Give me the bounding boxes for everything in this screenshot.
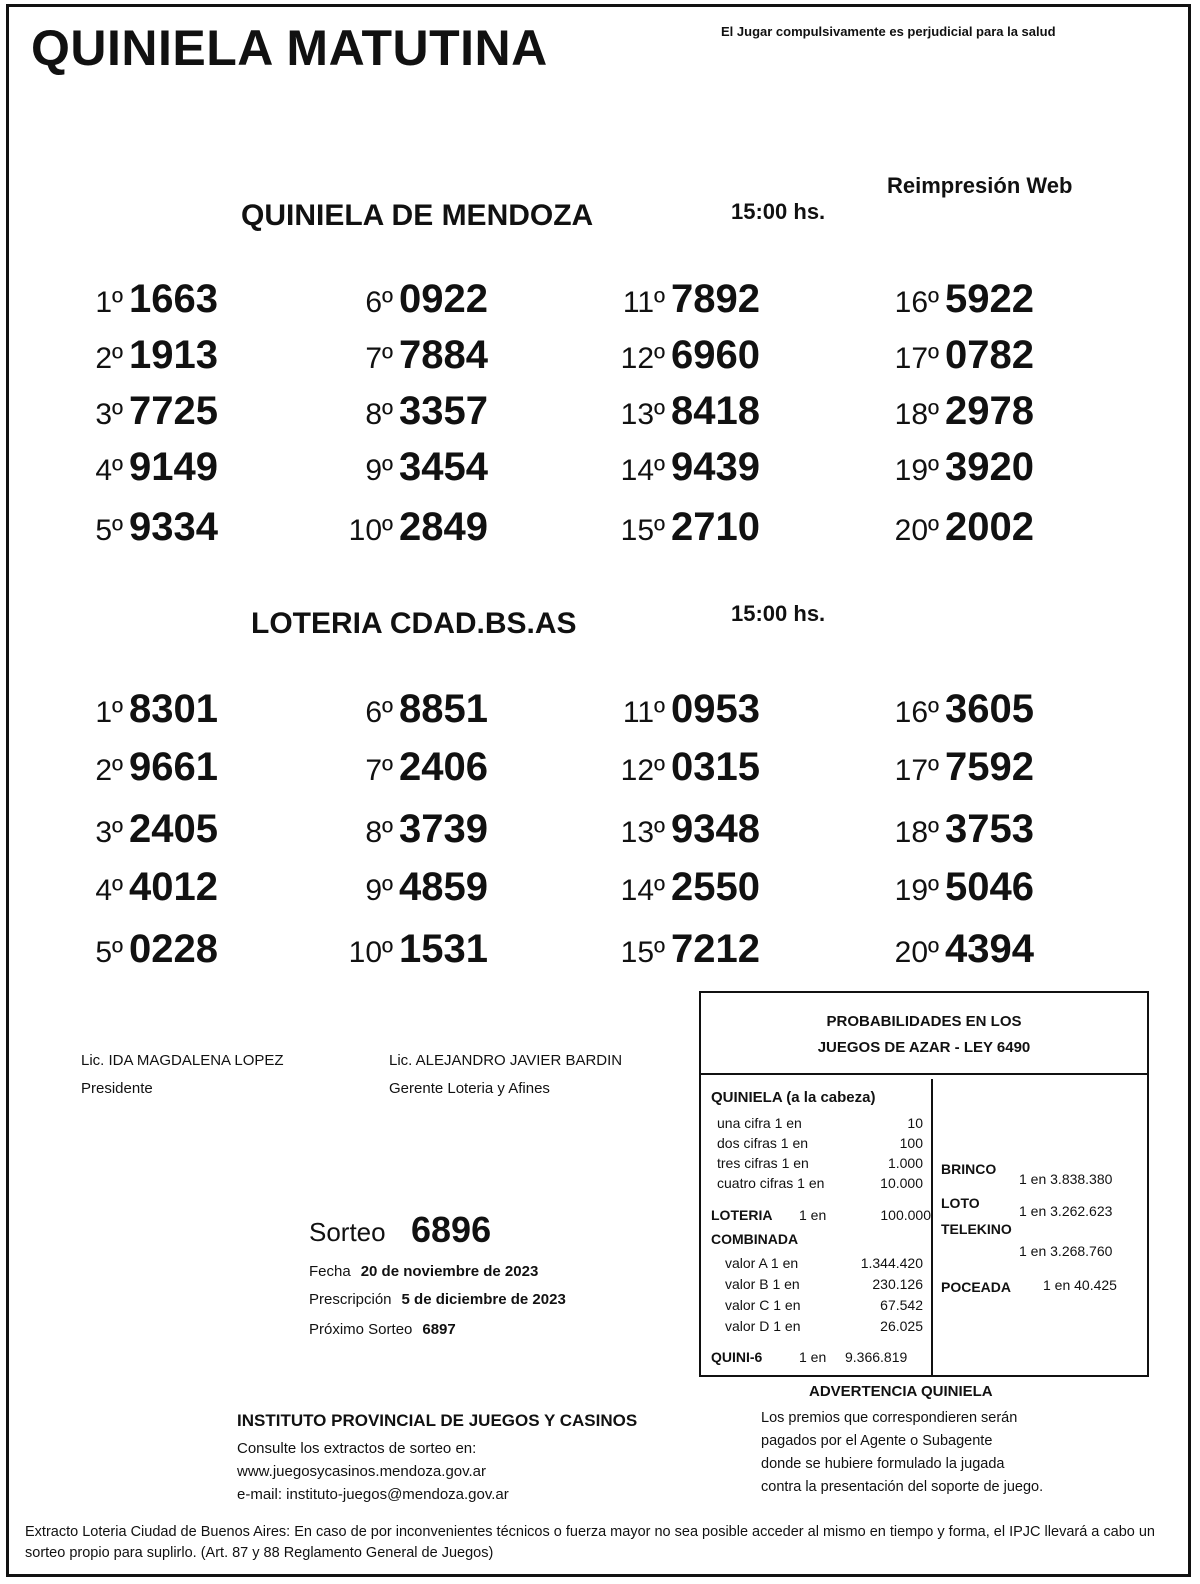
result-position: 3º xyxy=(95,816,123,849)
next-draw-value: 6897 xyxy=(422,1321,456,1338)
result-number: 3605 xyxy=(945,687,1034,731)
prob-row-label: valor A 1 en xyxy=(725,1255,799,1271)
sorteo-label: Sorteo xyxy=(309,1217,386,1247)
document-page xyxy=(6,4,1191,1577)
signature-manager xyxy=(389,1047,622,1103)
result-entry xyxy=(79,277,218,322)
brinco-prob-label: BRINCO xyxy=(941,1161,997,1177)
prob-row-label: valor C 1 en xyxy=(725,1297,801,1313)
result-entry xyxy=(331,687,488,732)
signature-role: Gerente Loteria y Afines xyxy=(389,1080,550,1097)
prob-row-label: una cifra 1 en xyxy=(717,1115,802,1131)
result-entry xyxy=(331,865,488,910)
institute-name: INSTITUTO PROVINCIAL DE JUEGOS Y CASINOS xyxy=(237,1411,638,1430)
loto-prob-label: LOTO xyxy=(941,1195,980,1211)
telekino-prob-label: TELEKINO xyxy=(941,1221,1012,1237)
result-position: 20º xyxy=(894,936,939,969)
reprint-label: Reimpresión Web xyxy=(887,173,1073,198)
result-number: 0953 xyxy=(671,687,760,731)
prob-row-value: 100 xyxy=(899,1135,923,1151)
result-position: 7º xyxy=(365,754,393,787)
result-position: 9º xyxy=(365,874,393,907)
quini6-prob-value: 9.366.819 xyxy=(845,1349,908,1365)
result-position: 7º xyxy=(365,342,393,375)
result-position: 10º xyxy=(348,514,393,547)
next-draw-label: Próximo Sorteo xyxy=(309,1321,413,1338)
result-number: 2550 xyxy=(671,865,760,909)
loteria-prob-en: 1 en xyxy=(799,1207,827,1223)
result-number: 2978 xyxy=(945,389,1034,433)
result-number: 7884 xyxy=(399,333,488,377)
result-number: 1663 xyxy=(129,277,218,321)
prob-row-value: 10 xyxy=(907,1115,923,1131)
draw-date-label: Fecha xyxy=(309,1263,351,1280)
section-time-loteria: 15:00 hs. xyxy=(731,601,826,626)
result-number: 1913 xyxy=(129,333,218,377)
signature-name: Lic. ALEJANDRO JAVIER BARDIN xyxy=(389,1052,623,1069)
result-entry xyxy=(877,277,1034,322)
signature-president xyxy=(81,1047,284,1103)
footer-note: Extracto Loteria Ciudad de Buenos Aires: En caso de por inconvenientes técnicos o fuerza mayor no sea posible acceder al mismo en tiempo y forma, el IPJC llevará a cabo un sorteo propio para suplirlo. (Art. 87 y 88 Reglamento General de Juegos) xyxy=(25,1524,1155,1561)
result-entry xyxy=(603,927,760,972)
result-position: 4º xyxy=(95,874,123,907)
result-number: 2405 xyxy=(129,807,218,851)
result-entry xyxy=(331,333,488,378)
result-entry xyxy=(877,745,1034,790)
result-position: 14º xyxy=(620,454,665,487)
section-title-mendoza: QUINIELA DE MENDOZA xyxy=(241,199,594,232)
result-entry xyxy=(603,807,760,852)
result-entry xyxy=(331,745,488,790)
result-number: 7592 xyxy=(945,745,1034,789)
institute-line: Consulte los extractos de sorteo en: xyxy=(237,1440,477,1457)
quini6-prob-en: 1 en xyxy=(799,1349,827,1365)
result-position: 19º xyxy=(894,874,939,907)
probabilities-header-line: PROBABILIDADES EN LOS xyxy=(826,1013,1022,1030)
result-position: 4º xyxy=(95,454,123,487)
result-position: 12º xyxy=(620,754,665,787)
result-entry xyxy=(79,505,218,550)
probabilities-header-line: JUEGOS DE AZAR - LEY 6490 xyxy=(817,1039,1031,1056)
result-entry xyxy=(603,687,760,732)
prescription-date xyxy=(309,1291,566,1308)
result-entry xyxy=(79,807,218,852)
draw-date-value: 20 de noviembre de 2023 xyxy=(360,1263,539,1280)
result-position: 14º xyxy=(620,874,665,907)
probabilities-header xyxy=(701,993,1147,1075)
section-title-loteria: LOTERIA CDAD.BS.AS xyxy=(251,607,577,640)
result-position: 1º xyxy=(95,286,123,319)
result-entry xyxy=(603,505,760,550)
result-entry xyxy=(877,445,1034,490)
result-number: 4012 xyxy=(129,865,218,909)
result-entry xyxy=(331,389,488,434)
result-position: 15º xyxy=(620,514,665,547)
result-number: 8418 xyxy=(671,389,760,433)
result-entry xyxy=(331,927,488,972)
result-number: 0782 xyxy=(945,333,1034,377)
sorteo-number: 6896 xyxy=(411,1209,492,1250)
poceada-prob-label: POCEADA xyxy=(941,1279,1012,1295)
poceada-prob-value: 1 en 40.425 xyxy=(1043,1277,1117,1293)
result-entry xyxy=(331,505,488,550)
result-position: 12º xyxy=(620,342,665,375)
result-position: 8º xyxy=(365,398,393,431)
result-number: 7725 xyxy=(129,389,218,433)
signature-role: Presidente xyxy=(81,1080,153,1097)
result-position: 18º xyxy=(894,816,939,849)
result-number: 4859 xyxy=(399,865,488,909)
result-number: 3753 xyxy=(945,807,1034,851)
result-entry xyxy=(79,745,218,790)
result-position: 15º xyxy=(620,936,665,969)
result-entry xyxy=(877,389,1034,434)
advertencia-line: Los premios que correspondieren serán xyxy=(761,1410,1018,1426)
result-position: 13º xyxy=(620,398,665,431)
result-number: 0228 xyxy=(129,927,218,971)
health-warning: El Jugar compulsivamente es perjudicial para la salud xyxy=(721,24,1056,39)
prob-row-value: 1.000 xyxy=(887,1155,923,1171)
institute-website-link[interactable]: www.juegosycasinos.mendoza.gov.ar xyxy=(237,1463,487,1480)
result-entry xyxy=(877,807,1034,852)
advertencia-title: ADVERTENCIA QUINIELA xyxy=(809,1383,993,1400)
institute-contact xyxy=(237,1437,509,1506)
prob-row-value: 1.344.420 xyxy=(860,1255,923,1271)
result-number: 2406 xyxy=(399,745,488,789)
result-number: 8301 xyxy=(129,687,218,731)
result-number: 4394 xyxy=(945,927,1034,971)
result-entry xyxy=(331,277,488,322)
result-number: 0922 xyxy=(399,277,488,321)
probabilities-box xyxy=(699,991,1149,1377)
result-position: 6º xyxy=(365,696,393,729)
result-position: 20º xyxy=(894,514,939,547)
next-draw xyxy=(309,1321,456,1338)
result-number: 3739 xyxy=(399,807,488,851)
result-position: 3º xyxy=(95,398,123,431)
result-entry xyxy=(79,687,218,732)
result-entry xyxy=(79,389,218,434)
result-entry xyxy=(79,927,218,972)
page-title: QUINIELA MATUTINA xyxy=(31,20,548,76)
prescription-label: Prescripción xyxy=(309,1291,392,1308)
result-entry xyxy=(877,505,1034,550)
result-number: 8851 xyxy=(399,687,488,731)
probabilities-divider xyxy=(931,1079,933,1375)
result-number: 2849 xyxy=(399,505,488,549)
prescription-value: 5 de diciembre de 2023 xyxy=(401,1291,566,1308)
result-number: 9149 xyxy=(129,445,218,489)
result-entry xyxy=(603,277,760,322)
loteria-prob-label: LOTERIA xyxy=(711,1207,773,1223)
result-entry xyxy=(603,389,760,434)
result-position: 19º xyxy=(894,454,939,487)
result-entry xyxy=(79,333,218,378)
result-entry xyxy=(877,333,1034,378)
prob-row-label: tres cifras 1 en xyxy=(717,1155,809,1171)
loteria-prob-value: 100.000 xyxy=(880,1207,931,1223)
result-position: 13º xyxy=(620,816,665,849)
result-number: 7212 xyxy=(671,927,760,971)
loto-prob-value: 1 en 3.262.623 xyxy=(1019,1203,1113,1219)
advertencia-line: donde se hubiere formulado la jugada xyxy=(761,1456,1005,1472)
result-position: 16º xyxy=(894,286,939,319)
advertencia-text xyxy=(761,1407,1043,1499)
prob-row-label: valor B 1 en xyxy=(725,1276,800,1292)
result-entry xyxy=(331,807,488,852)
result-number: 9348 xyxy=(671,807,760,851)
result-position: 8º xyxy=(365,816,393,849)
result-position: 9º xyxy=(365,454,393,487)
result-entry xyxy=(877,687,1034,732)
result-number: 1531 xyxy=(399,927,488,971)
result-position: 5º xyxy=(95,936,123,969)
result-entry xyxy=(603,865,760,910)
result-number: 3454 xyxy=(399,445,488,489)
result-position: 5º xyxy=(95,514,123,547)
result-number: 9334 xyxy=(129,505,218,549)
result-entry xyxy=(877,927,1034,972)
result-number: 2710 xyxy=(671,505,760,549)
result-number: 5046 xyxy=(945,865,1034,909)
advertencia-line: pagados por el Agente o Subagente xyxy=(761,1433,993,1449)
result-position: 6º xyxy=(365,286,393,319)
result-number: 6960 xyxy=(671,333,760,377)
result-entry xyxy=(331,445,488,490)
brinco-prob-value: 1 en 3.838.380 xyxy=(1019,1171,1113,1187)
result-position: 2º xyxy=(95,754,123,787)
result-number: 0315 xyxy=(671,745,760,789)
result-position: 2º xyxy=(95,342,123,375)
draw-date xyxy=(309,1263,538,1280)
result-number: 9439 xyxy=(671,445,760,489)
signature-name: Lic. IDA MAGDALENA LOPEZ xyxy=(81,1052,284,1069)
result-number: 2002 xyxy=(945,505,1034,549)
result-position: 17º xyxy=(894,342,939,375)
result-number: 3920 xyxy=(945,445,1034,489)
prob-row-value: 10.000 xyxy=(880,1175,923,1191)
result-position: 11º xyxy=(622,696,665,729)
advertencia-line: contra la presentación del soporte de juego. xyxy=(761,1479,1044,1495)
result-position: 18º xyxy=(894,398,939,431)
result-entry xyxy=(603,333,760,378)
quiniela-prob-title: QUINIELA (a la cabeza) xyxy=(711,1089,876,1106)
section-time-mendoza: 15:00 hs. xyxy=(731,199,826,224)
result-number: 7892 xyxy=(671,277,760,321)
result-entry xyxy=(603,745,760,790)
prob-row-label: dos cifras 1 en xyxy=(717,1135,809,1151)
result-position: 11º xyxy=(622,286,665,319)
result-entry xyxy=(877,865,1034,910)
institute-email-link[interactable]: e-mail: instituto-juegos@mendoza.gov.ar xyxy=(237,1486,509,1503)
result-entry xyxy=(79,865,218,910)
result-number: 3357 xyxy=(399,389,488,433)
prob-row-label: cuatro cifras 1 en xyxy=(717,1175,825,1191)
telekino-prob-value: 1 en 3.268.760 xyxy=(1019,1243,1113,1259)
result-number: 5922 xyxy=(945,277,1034,321)
prob-row-value: 230.126 xyxy=(872,1276,923,1292)
combinada-prob-title: COMBINADA xyxy=(711,1231,799,1247)
result-position: 17º xyxy=(894,754,939,787)
result-position: 10º xyxy=(348,936,393,969)
result-entry xyxy=(603,445,760,490)
result-number: 9661 xyxy=(129,745,218,789)
quini6-prob-label: QUINI-6 xyxy=(711,1349,763,1365)
prob-row-label: valor D 1 en xyxy=(725,1318,801,1334)
result-position: 1º xyxy=(95,696,123,729)
result-position: 16º xyxy=(894,696,939,729)
prob-row-value: 26.025 xyxy=(880,1318,923,1334)
prob-row-value: 67.542 xyxy=(880,1297,923,1313)
result-entry xyxy=(79,445,218,490)
